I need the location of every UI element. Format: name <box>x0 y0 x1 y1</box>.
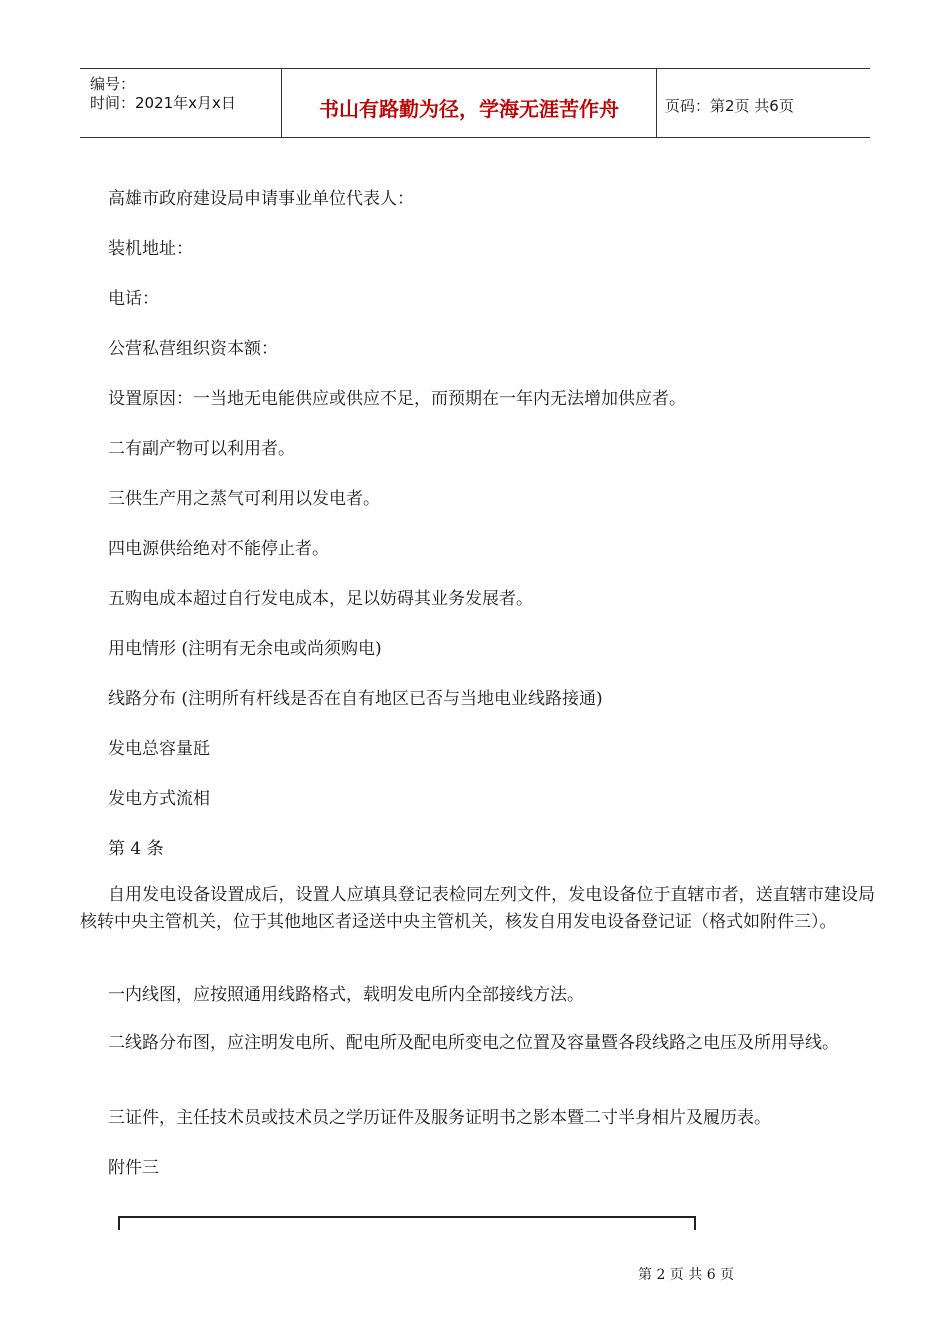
field-usage: 用电情形 (注明有无余电或尚须购电) <box>108 639 382 659</box>
header-motto-cell <box>282 69 657 137</box>
page-footer: 第 2 页 共 6 页 <box>638 1267 735 1283</box>
header-motto: 书山有路勤为径，学海无涯苦作舟 <box>319 97 619 121</box>
page-header <box>80 68 870 138</box>
field-capacity: 发电总容量瓩 <box>108 739 210 759</box>
field-method: 发电方式流相 <box>108 789 210 809</box>
attachment-label: 附件三 <box>108 1158 159 1178</box>
header-meta-cell <box>80 69 282 137</box>
reason-3: 三供生产用之蒸气可利用以发电者。 <box>108 489 380 509</box>
header-page-cell <box>657 69 870 137</box>
article-heading: 第 4 条 <box>108 839 164 859</box>
reason-5: 五购电成本超过自行发电成本，足以妨碍其业务发展者。 <box>108 589 533 609</box>
field-representative: 高雄市政府建设局申请事业单位代表人： <box>108 189 414 209</box>
item-wiring-diagram: 一内线图，应按照通用线路格式，载明发电所内全部接线方法。 <box>108 985 584 1005</box>
field-address: 装机地址： <box>108 239 193 259</box>
attachment-form-frame <box>118 1216 696 1230</box>
article-paragraph: 自用发电设备设置成后，设置人应填具登记表检同左列文件，发电设备位于直辖市者，送直辖市建设局核转中央主管机关，位于其他地区者迳送中央主管机关，核发自用发电设备登记证（格式如附件三）。 <box>80 885 875 932</box>
document-date: 时间：2021年x月x日 <box>90 94 236 112</box>
field-phone: 电话： <box>108 289 159 309</box>
field-lines: 线路分布 (注明所有杆线是否在自有地区已否与当地电业线路接通) <box>108 689 603 709</box>
reason-4: 四电源供给绝对不能停止者。 <box>108 539 329 559</box>
field-capital: 公营私营组织资本额： <box>108 339 278 359</box>
header-page-number: 页码：第2页 共6页 <box>665 97 794 115</box>
reason-2: 二有副产物可以利用者。 <box>108 439 295 459</box>
reason-1: 设置原因：一当地无电能供应或供应不足，而预期在一年内无法增加供应者。 <box>108 389 686 409</box>
item-certificates: 三证件，主任技术员或技术员之学历证件及服务证明书之影本暨二寸半身相片及履历表。 <box>108 1108 771 1128</box>
document-number: 编号： <box>90 75 136 93</box>
item-distribution-map: 二线路分布图，应注明发电所、配电所及配电所变电之位置及容量暨各段线路之电压及所用导线。 <box>108 1033 839 1053</box>
